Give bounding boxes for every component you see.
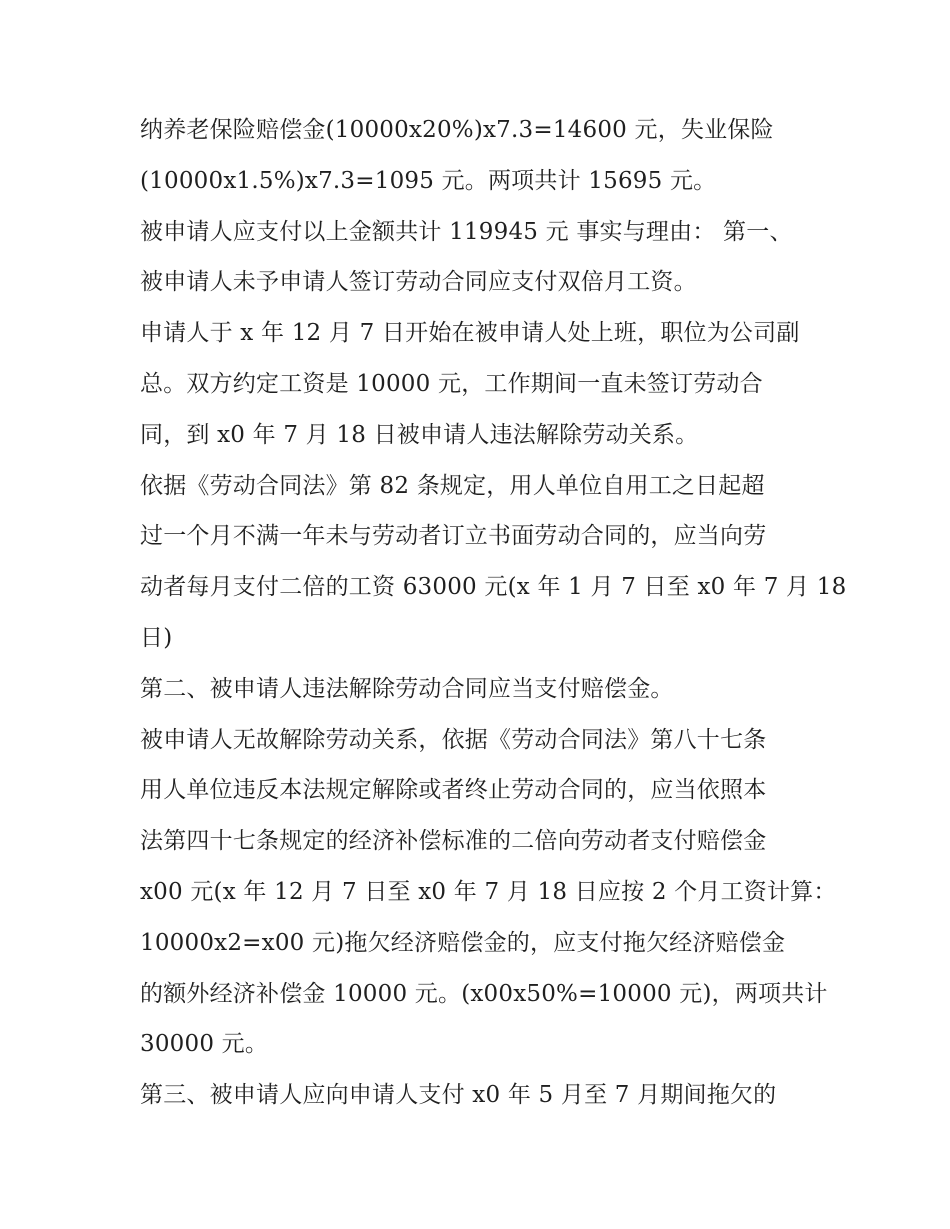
- text-line: 30000 元。: [140, 1031, 269, 1058]
- text-line: 的额外经济补偿金 10000 元。(x00x50%=10000 元)，两项共计: [140, 980, 828, 1007]
- document-body: [140, 105, 847, 1121]
- text-line: 申请人于 x 年 12 月 7 日开始在被申请人处上班，职位为公司副: [140, 320, 800, 347]
- section-heading: 第二、被申请人违法解除劳动合同应当支付赔偿金。: [140, 675, 674, 702]
- text-line: 总。双方约定工资是 10000 元，工作期间一直未签订劳动合: [140, 370, 763, 397]
- text-line: 纳养老保险赔偿金(10000x20%)x7.3=14600 元，失业保险: [140, 117, 774, 143]
- text-line: 依据《劳动合同法》第 82 条规定，用人单位自用工之日起超: [140, 472, 765, 499]
- text-line: 被申请人无故解除劳动关系，依据《劳动合同法》第八十七条: [140, 726, 767, 753]
- text-line: 同，到 x0 年 7 月 18 日被申请人违法解除劳动关系。: [140, 421, 699, 448]
- text-line: 用人单位违反本法规定解除或者终止劳动合同的，应当依照本: [140, 777, 767, 804]
- text-line: 动者每月支付二倍的工资 63000 元(x 年 1 月 7 日至 x0 年 7 月 18: [140, 574, 847, 601]
- text-line: 日): [140, 624, 173, 651]
- text-line: 被申请人未予申请人签订劳动合同应支付双倍月工资。: [140, 269, 697, 296]
- section-heading: 第三、被申请人应向申请人支付 x0 年 5 月至 7 月期间拖欠的: [140, 1082, 777, 1109]
- text-line: 10000x2=x00 元)拖欠经济赔偿金的，应支付拖欠经济赔偿金: [140, 929, 786, 956]
- text-line: (10000x1.5%)x7.3=1095 元。两项共计 15695 元。: [140, 167, 717, 194]
- text-line: 过一个月不满一年未与劳动者订立书面劳动合同的，应当向劳: [140, 523, 767, 550]
- text-line: 被申请人应支付以上金额共计 119945 元 事实与理由： 第一、: [140, 218, 793, 245]
- text-line: x00 元(x 年 12 月 7 日至 x0 年 7 月 18 日应按 2 个月工资计算：: [140, 878, 837, 905]
- text-line: 法第四十七条规定的经济补偿标准的二倍向劳动者支付赔偿金: [140, 828, 767, 855]
